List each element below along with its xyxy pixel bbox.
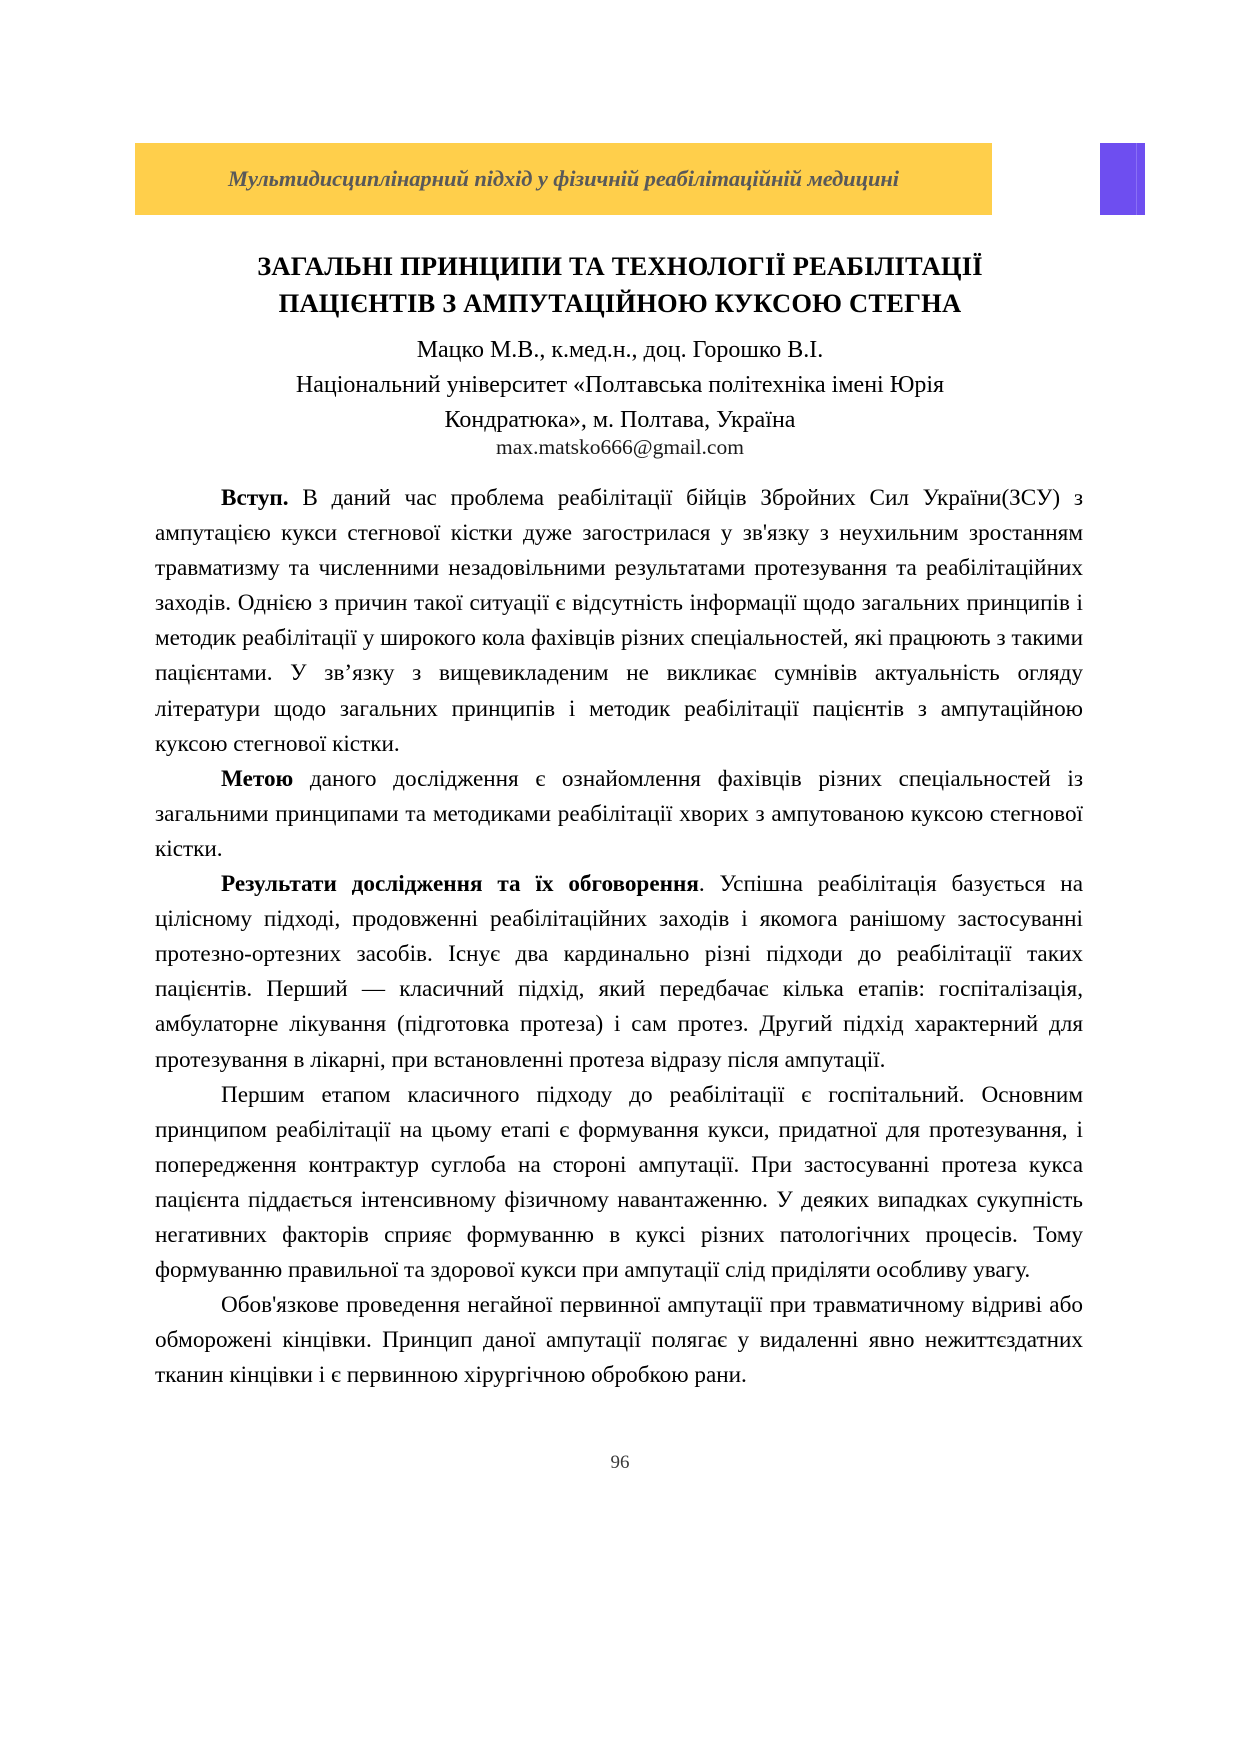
results-run-in-heading: Результати дослідження та їх обговорення [221, 871, 699, 898]
running-header-purple-divider [1136, 143, 1137, 215]
article-title [155, 248, 1085, 322]
paragraph-results [155, 867, 1083, 1078]
paragraph-four: Першим етапом класичного підходу до реабілітації є госпітальний. Основним принципом реабілітації на цьому етапі є формування кукси, придатної для протезування, і попередження контрактур суглоба на стороні ампутації. При застосуванні протеза кукса пацієнта піддається інтенсивному фізичному навантаженню. У деяких випадках сукупність негативних факторів сприяє формуванню в куксі різних патологічних процесів. Тому формуванню правильної та здорової кукси при ампутації слід приділяти особливу увагу. [155, 1081, 1083, 1284]
running-header-banner [135, 143, 1145, 215]
aim-body: даного дослідження є ознайомлення фахівців різних спеціальностей із загальними принципами та методиками реабілітації хворих з ампутованою куксою стегнової кістки. [155, 765, 1083, 862]
running-header-text: Мультидисциплінарний підхід у фізичній реабілітаційній медицині [228, 166, 899, 191]
author-names: Мацко М.В., к.мед.н., доц. Горошко В.І. [416, 337, 824, 363]
paragraph-introduction [155, 481, 1083, 762]
aim-run-in-heading: Метою [221, 765, 294, 792]
paragraph-five: Обов'язкове проведення негайної первинної ампутації при травматичному відриві або обморожені кінцівки. Принцип даної ампутації полягає у видаленні явно нежиттєздатних тканин кінцівки і є первинною хірургічною обробкою рани. [155, 1292, 1083, 1389]
page-number: 96 [610, 1452, 630, 1473]
paragraph-aim [155, 762, 1083, 867]
author-list [155, 333, 1085, 368]
affiliation: Національний університет «Полтавська політехніка імені Юрія Кондратюка», м. Полтава, Україна [295, 372, 945, 433]
intro-body: В даний час проблема реабілітації бійців Збройних Сил України(ЗСУ) з ампутацією кукси стегнової кістки дуже загострилася у зв'язку з неухильним зростанням травматизму та численними незадовільними результатами протезування та реабілітаційних заходів. Однією з причин такої ситуації є відсутність інформації щодо загальних принципів і методик реабілітації у широкого кола фахівців різних спеціальностей, які працюють з такими пацієнтами. У зв’язку з вищевикладеним не викликає сумнівів актуальність огляду літератури щодо загальних принципів і методик реабілітації пацієнтів з ампутаційною куксою стегнової кістки. [155, 485, 1083, 757]
contact-email: max.matsko666@gmail.com [496, 435, 744, 459]
running-header-purple-accent [1100, 143, 1145, 215]
article-title-line-1: ЗАГАЛЬНІ ПРИНЦИПИ ТА ТЕХНОЛОГІЇ РЕАБІЛІТАЦІЇ [257, 251, 983, 281]
intro-run-in-heading: Вступ. [221, 485, 289, 511]
article-title-line-2: ПАЦІЄНТІВ З АМПУТАЦІЙНОЮ КУКСОЮ СТЕГНА [278, 288, 962, 318]
results-body: . Успішна реабілітація базується на цілісному підході, продовженні реабілітаційних заходів і якомога ранішому застосуванні протезно-ортезних засобів. Існує два кардинально різні підходи до реабілітації таких пацієнтів. Перший — класичний підхід, який передбачає кілька етапів: госпіталізація, амбулаторне лікування (підготовка протеза) і сам протез. Другий підхід характерний для протезування в лікарні, при встановленні протеза відразу після ампутації. [155, 871, 1083, 1073]
article-body [155, 481, 1083, 1393]
